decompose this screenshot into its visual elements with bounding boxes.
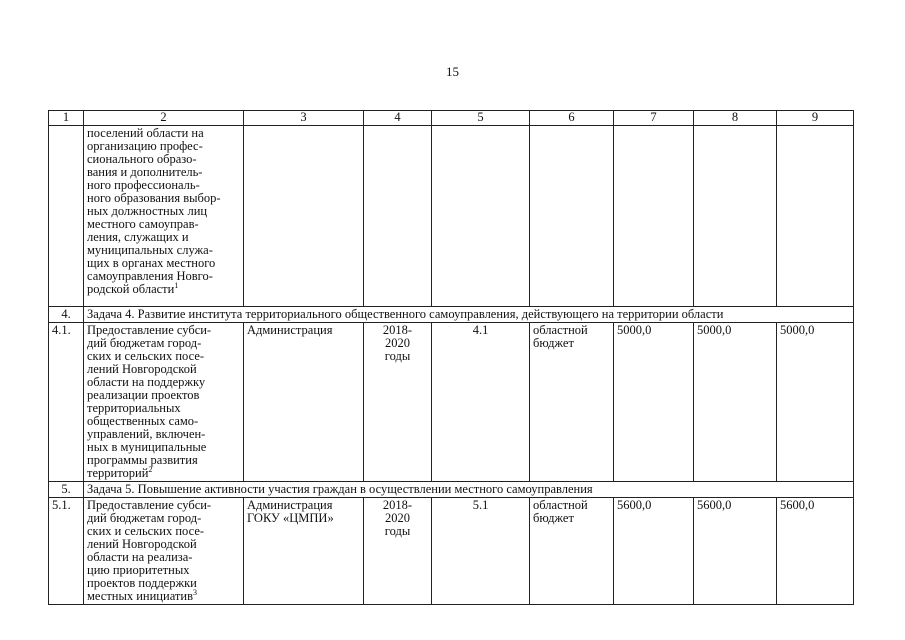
column-header: 2 bbox=[84, 111, 244, 126]
amount-cell: 5600,0 bbox=[614, 498, 694, 605]
amount-cell: 5600,0 bbox=[694, 498, 777, 605]
task-title: Задача 4. Развитие института территориального общественного самоуправления, действующего на территории области bbox=[84, 307, 854, 323]
measure-description bbox=[84, 498, 244, 605]
executor-cell: Администрация bbox=[244, 323, 364, 482]
column-header: 6 bbox=[530, 111, 614, 126]
funding-source-cell: областной бюджет bbox=[530, 498, 614, 605]
table-row bbox=[49, 323, 854, 482]
column-header: 7 bbox=[614, 111, 694, 126]
amount-cell: 5000,0 bbox=[777, 323, 854, 482]
period-cell: 2018- 2020 годы bbox=[364, 498, 432, 605]
column-header: 9 bbox=[777, 111, 854, 126]
page-number: 15 bbox=[446, 64, 459, 79]
program-table bbox=[48, 110, 854, 605]
measure-text: Предоставление субси- дий бюджетам город- ских и сельских посе- лений Новгородской области на поддержку реализации проектов территориальных общественных само- управлений, включен- ных в муниципальные программы развития территорий bbox=[87, 323, 212, 480]
amount-cell: 5000,0 bbox=[694, 323, 777, 482]
measure-description bbox=[84, 323, 244, 482]
executor-cell: Администрация ГОКУ «ЦМПИ» bbox=[244, 498, 364, 605]
column-header: 3 bbox=[244, 111, 364, 126]
row-number: 4.1. bbox=[49, 323, 84, 482]
period-cell bbox=[364, 126, 432, 307]
amount-cell bbox=[777, 126, 854, 307]
task-number: 5. bbox=[49, 482, 84, 498]
task-number: 4. bbox=[49, 307, 84, 323]
amount-cell bbox=[694, 126, 777, 307]
table-header-row bbox=[49, 111, 854, 126]
measure-text: Предоставление субси- дий бюджетам город- ских и сельских посе- лений Новгородской области на реализа- цию приоритетных проектов поддержки местных инициатив bbox=[87, 498, 212, 603]
task-row bbox=[49, 482, 854, 498]
amount-cell: 5000,0 bbox=[614, 323, 694, 482]
task-row bbox=[49, 307, 854, 323]
footnote-mark: 3 bbox=[192, 587, 197, 597]
target-index-cell: 4.1 bbox=[432, 323, 530, 482]
footnote-mark: 1 bbox=[174, 280, 179, 290]
column-header: 1 bbox=[49, 111, 84, 126]
executor-cell bbox=[244, 126, 364, 307]
column-header: 4 bbox=[364, 111, 432, 126]
funding-source-cell: областной бюджет bbox=[530, 323, 614, 482]
column-header: 8 bbox=[694, 111, 777, 126]
amount-cell bbox=[614, 126, 694, 307]
row-number: 5.1. bbox=[49, 498, 84, 605]
table-row bbox=[49, 498, 854, 605]
target-index-cell bbox=[432, 126, 530, 307]
task-title: Задача 5. Повышение активности участия граждан в осуществлении местного самоуправления bbox=[84, 482, 854, 498]
measure-text: поселений области на организацию профес- сионального образо- вания и дополнитель- ного профессиональ- ного образования выбор- ных должностных лиц местного самоуправ- ления, служащих и муниципальных служа- щих в органах местного самоуправления Новго- родской области bbox=[87, 126, 221, 296]
period-cell: 2018- 2020 годы bbox=[364, 323, 432, 482]
target-index-cell: 5.1 bbox=[432, 498, 530, 605]
funding-source-cell bbox=[530, 126, 614, 307]
footnote-mark: 2 bbox=[148, 464, 153, 474]
table-row bbox=[49, 126, 854, 307]
row-number bbox=[49, 126, 84, 307]
column-header: 5 bbox=[432, 111, 530, 126]
measure-description bbox=[84, 126, 244, 307]
amount-cell: 5600,0 bbox=[777, 498, 854, 605]
